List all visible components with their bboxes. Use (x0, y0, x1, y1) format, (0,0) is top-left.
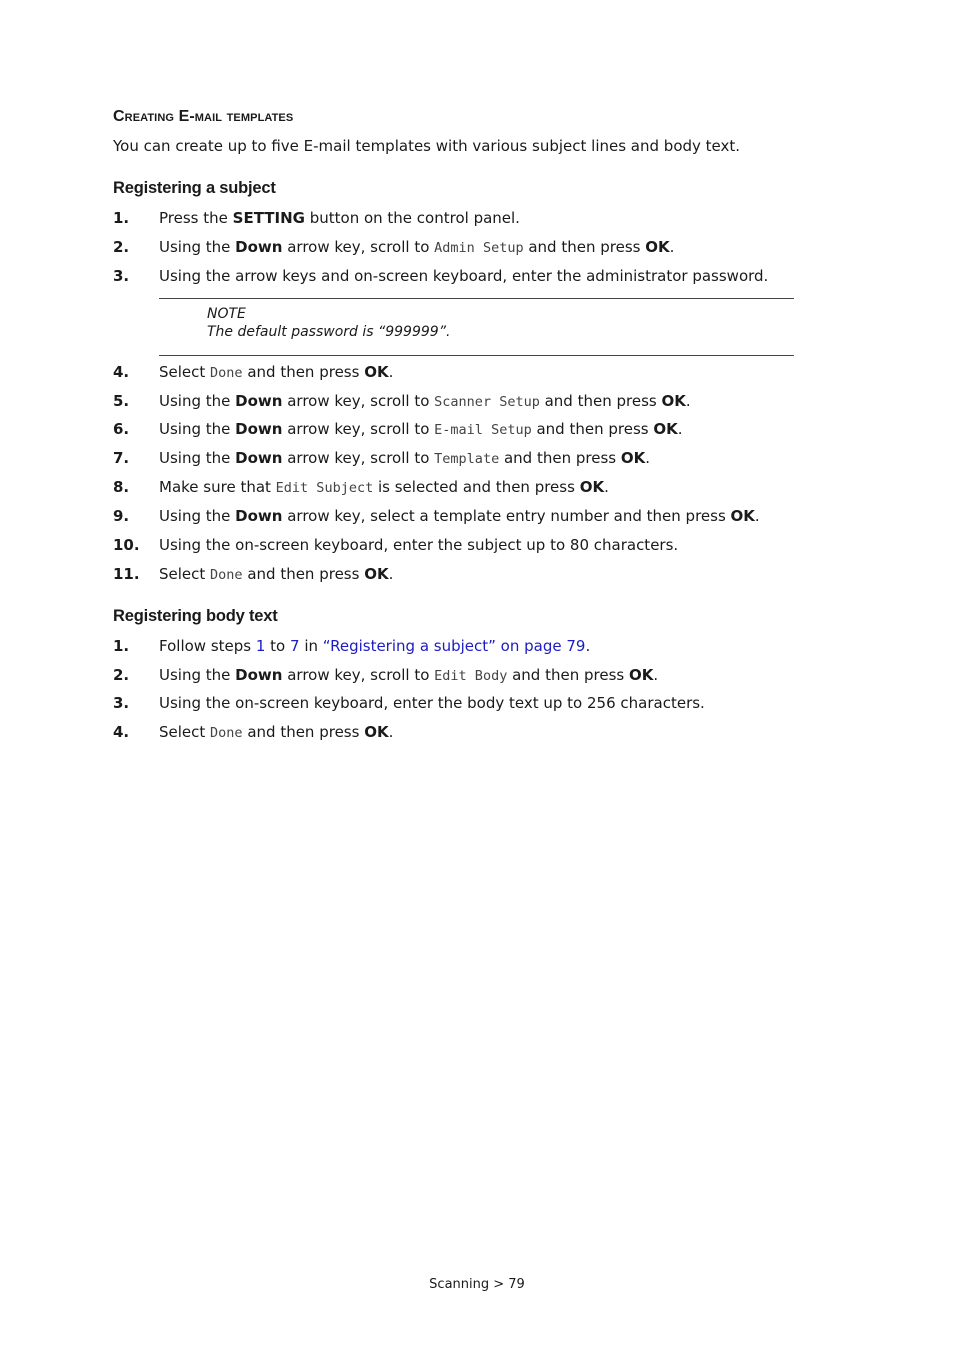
step-text: Press the SETTING button on the control panel. (159, 209, 520, 227)
step-text: Select Done and then press OK. (159, 363, 394, 381)
step-text: Using the Down arrow key, scroll to E-mail Setup and then press OK. (159, 420, 683, 438)
step-text: Select Done and then press OK. (159, 565, 394, 583)
body-text-heading: Registering body text (113, 607, 278, 625)
menu-item-code: Scanner Setup (434, 394, 540, 410)
step-number: 4. (113, 723, 130, 741)
step-text: Make sure that Edit Subject is selected and then press OK. (159, 478, 609, 496)
step-text: Using the Down arrow key, select a template entry number and then press OK. (159, 507, 760, 525)
step-text: Using the Down arrow key, scroll to Edit Body and then press OK. (159, 666, 659, 684)
step-number: 9. (113, 507, 130, 525)
menu-item-code: Done (210, 567, 243, 583)
menu-item-code: Admin Setup (434, 240, 524, 256)
note-label: NOTE (207, 306, 246, 322)
subject-step-11 (0, 565, 954, 587)
step-text: Using the on-screen keyboard, enter the subject up to 80 characters. (159, 536, 679, 554)
step-text: Using the Down arrow key, scroll to Template and then press OK. (159, 449, 650, 467)
subject-step-9 (0, 507, 954, 529)
section-title: Creating E-mail templates (113, 108, 294, 125)
menu-item-code: Done (210, 725, 243, 741)
step-number: 1. (113, 637, 130, 655)
step-number: 11. (113, 565, 140, 583)
note-top-rule (159, 298, 794, 299)
body-step-3 (0, 694, 954, 716)
subject-step-10 (0, 536, 954, 558)
note-text: The default password is “999999”. (207, 324, 451, 340)
subject-step-8 (0, 478, 954, 500)
step-number: 5. (113, 392, 130, 410)
menu-item-code: Edit Body (434, 668, 508, 684)
subject-step-6 (0, 420, 954, 442)
step-number: 3. (113, 267, 130, 285)
step-text: Using the Down arrow key, scroll to Scanner Setup and then press OK. (159, 392, 691, 410)
intro-paragraph: You can create up to five E-mail templates with various subject lines and body text. (113, 137, 741, 155)
subject-step-7 (0, 449, 954, 471)
subject-step-1 (0, 209, 954, 231)
body-step-4 (0, 723, 954, 745)
step-number: 6. (113, 420, 130, 438)
step-number: 2. (113, 238, 130, 256)
step-number: 8. (113, 478, 130, 496)
menu-item-code: Edit Subject (275, 480, 374, 496)
page-footer: Scanning > 79 (429, 1277, 525, 1292)
step-number: 2. (113, 666, 130, 684)
step-number: 10. (113, 536, 140, 554)
registering-subject-link[interactable]: “Registering a subject” on page 79 (322, 637, 586, 655)
step-text: Follow steps 1 to 7 in “Registering a subject” on page 79. (159, 637, 591, 655)
subject-step-5 (0, 392, 954, 414)
note-bottom-rule (159, 355, 794, 356)
step-text: Using the Down arrow key, scroll to Admin Setup and then press OK. (159, 238, 675, 256)
step-number: 1. (113, 209, 130, 227)
menu-item-code: E-mail Setup (434, 422, 532, 438)
step-number: 7. (113, 449, 130, 467)
subject-heading: Registering a subject (113, 179, 276, 197)
step-number: 4. (113, 363, 130, 381)
body-step-1 (0, 637, 954, 659)
subject-step-2 (0, 238, 954, 260)
step-text: Select Done and then press OK. (159, 723, 394, 741)
step-7-link[interactable]: 7 (290, 637, 300, 655)
subject-step-3 (0, 267, 954, 289)
subject-step-4 (0, 363, 954, 385)
menu-item-code: Template (434, 451, 500, 467)
step-1-link[interactable]: 1 (255, 637, 266, 655)
menu-item-code: Done (210, 365, 243, 381)
body-step-2 (0, 666, 954, 688)
step-number: 3. (113, 694, 130, 712)
step-text: Using the arrow keys and on-screen keyboard, enter the administrator password. (159, 267, 769, 285)
step-text: Using the on-screen keyboard, enter the body text up to 256 characters. (159, 694, 705, 712)
